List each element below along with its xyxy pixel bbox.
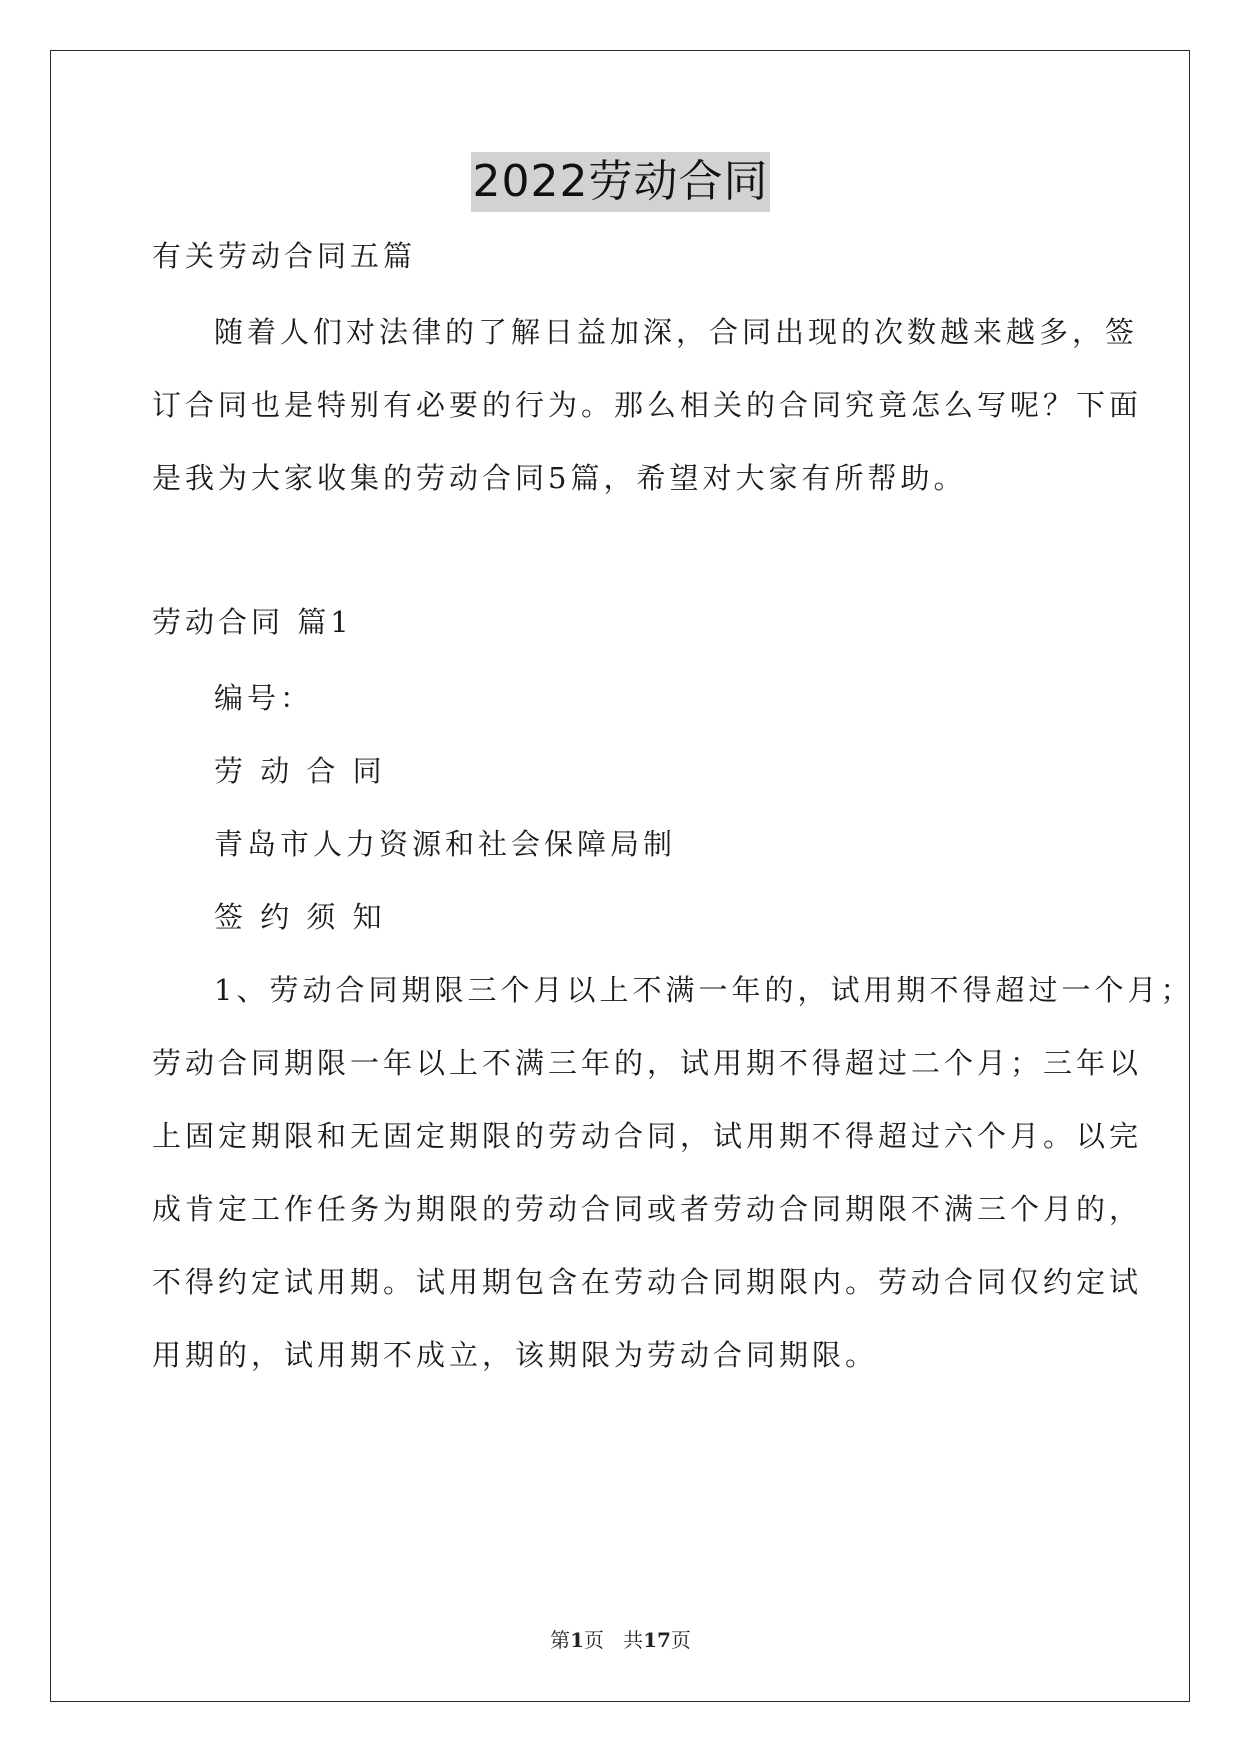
clause-line: 1、劳动合同期限三个月以上不满一年的，试用期不得超过一个月； (214, 973, 1194, 1007)
clause-line: 成肯定工作任务为期限的劳动合同或者劳动合同期限不满三个月的， (152, 1192, 1143, 1226)
section-heading: 劳动合同 篇1 (152, 605, 353, 639)
intro-paragraph-line: 订合同也是特别有必要的行为。那么相关的合同究竟怎么写呢？下面 (152, 388, 1143, 422)
number-label: 编号： (214, 681, 314, 715)
footer-page-word: 页 (584, 1628, 604, 1652)
clause-line: 不得约定试用期。试用期包含在劳动合同期限内。劳动合同仅约定试 (152, 1265, 1143, 1299)
notice-heading: 签 约 须 知 (214, 900, 386, 934)
footer-total-suffix: 页 (670, 1628, 691, 1652)
intro-paragraph-line: 是我为大家收集的劳动合同5篇，希望对大家有所帮助。 (152, 461, 967, 495)
page-border (50, 50, 1190, 1702)
intro-paragraph-line: 随着人们对法律的了解日益加深，合同出现的次数越来越多，签 (214, 315, 1139, 349)
document-title: 2022劳动合同 (471, 152, 771, 212)
footer-total-prefix: 共 (623, 1628, 644, 1652)
intro-heading: 有关劳动合同五篇 (152, 239, 417, 273)
title-container (0, 152, 1241, 212)
footer-prefix: 第 (550, 1628, 571, 1652)
contract-title: 劳 动 合 同 (214, 754, 386, 788)
clause-line: 上固定期限和无固定期限的劳动合同，试用期不得超过六个月。以完 (152, 1119, 1143, 1153)
issuer-line: 青岛市人力资源和社会保障局制 (214, 827, 677, 861)
footer-total-pages: 17 (643, 1628, 671, 1652)
page-footer (0, 1626, 1241, 1654)
clause-line: 用期的，试用期不成立，该期限为劳动合同期限。 (152, 1338, 879, 1372)
clause-line: 劳动合同期限一年以上不满三年的，试用期不得超过二个月；三年以 (152, 1046, 1143, 1080)
footer-current-page: 1 (570, 1628, 584, 1652)
